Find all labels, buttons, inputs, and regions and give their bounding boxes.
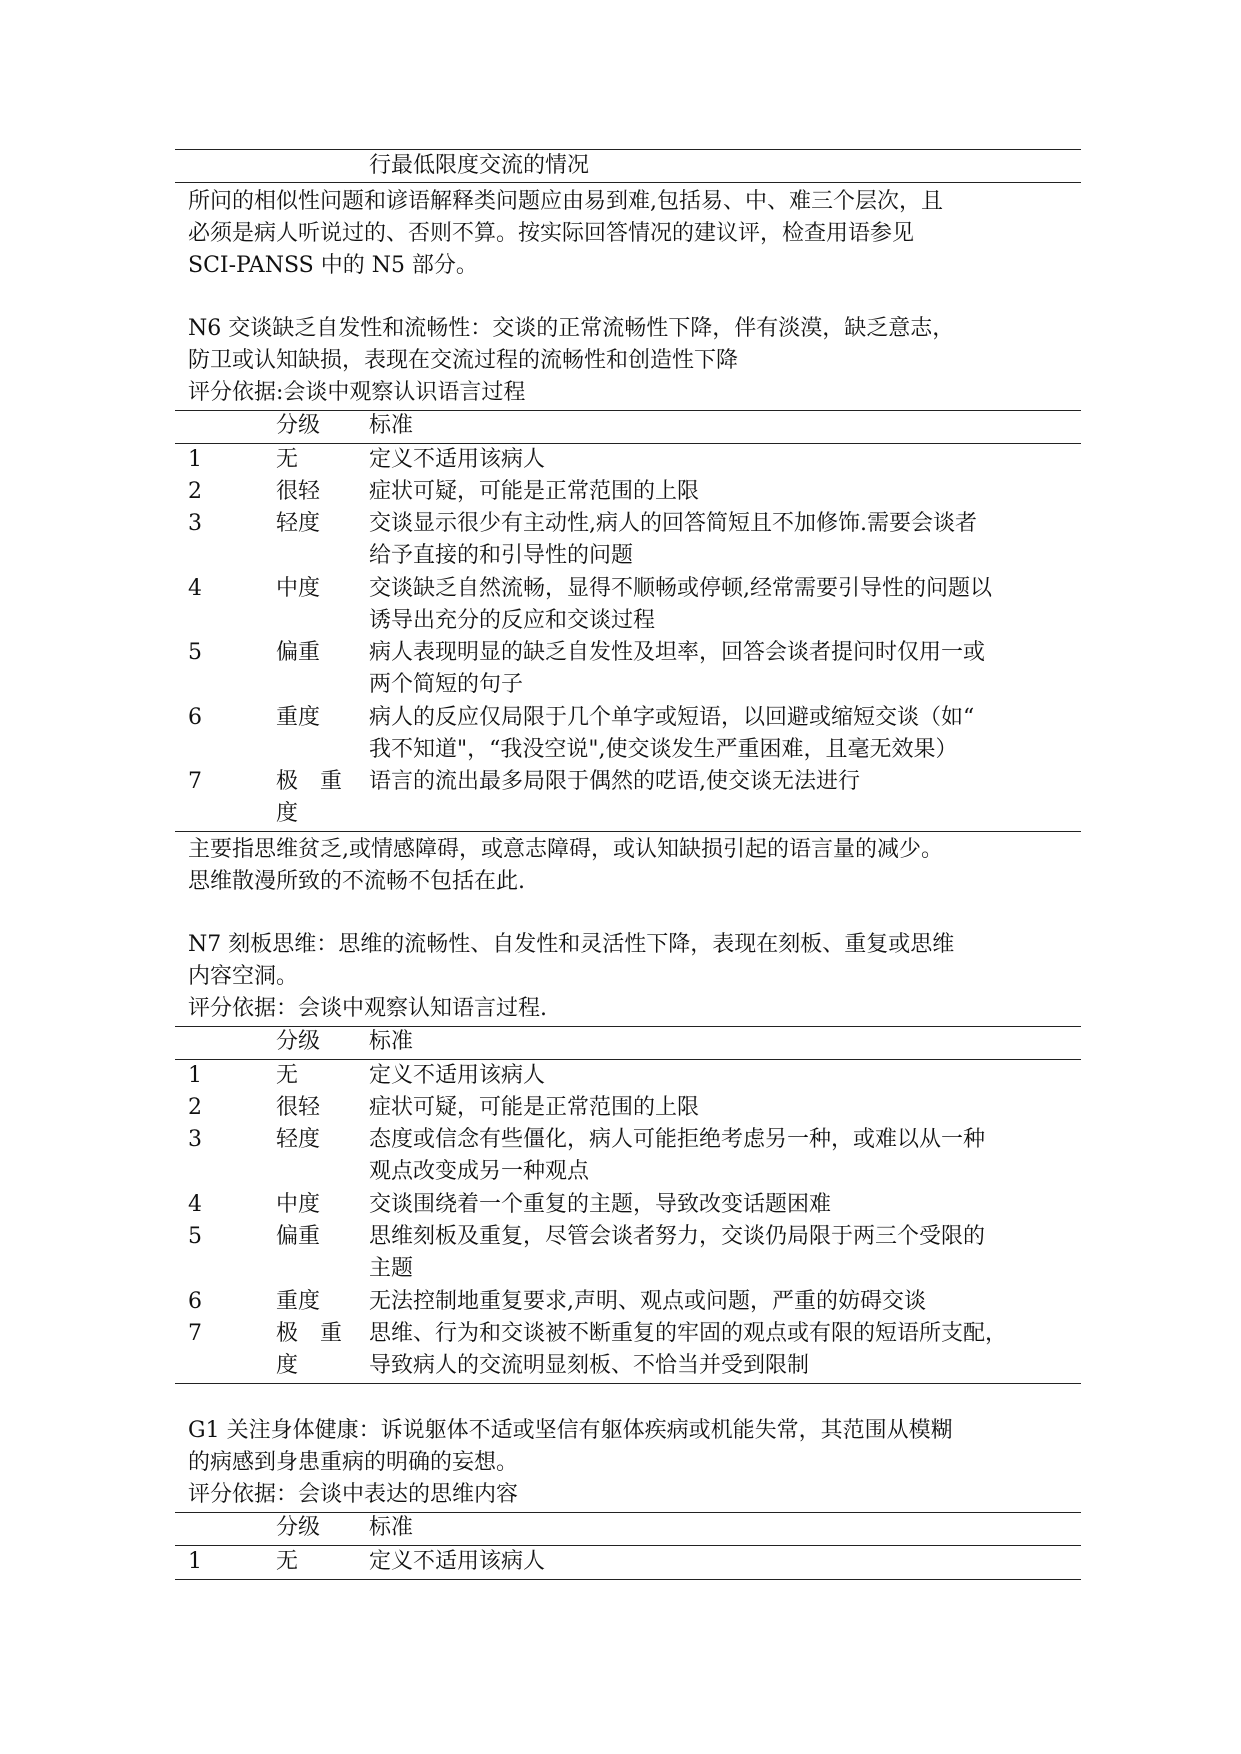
row-number: 3 bbox=[188, 1127, 202, 1152]
row-grade: 很轻 bbox=[276, 1095, 321, 1120]
table-rule bbox=[175, 182, 1081, 183]
table-rule bbox=[175, 443, 1081, 444]
n7-title: 内容空洞。 bbox=[188, 964, 299, 989]
header-criteria: 标准 bbox=[369, 1029, 414, 1054]
row-criteria: 定义不适用该病人 bbox=[369, 1549, 546, 1574]
g1-title: G1 关注身体健康：诉说躯体不适或坚信有躯体疾病或机能失常，其范围从模糊 bbox=[188, 1418, 953, 1443]
row-criteria: 交谈围绕着一个重复的主题，导致改变话题困难 bbox=[369, 1192, 832, 1217]
row-criteria: 导致病人的交流明显刻板、不恰当并受到限制 bbox=[369, 1353, 810, 1378]
row-criteria: 思维、行为和交谈被不断重复的牢固的观点或有限的短语所支配， bbox=[369, 1321, 1008, 1346]
row-number: 5 bbox=[188, 640, 202, 665]
row-grade: 重度 bbox=[276, 705, 321, 730]
row-number: 5 bbox=[188, 1224, 202, 1249]
row-number: 3 bbox=[188, 511, 202, 536]
row-criteria: 无法控制地重复要求,声明、观点或问题，严重的妨碍交谈 bbox=[369, 1289, 926, 1314]
header-criteria: 标准 bbox=[369, 413, 414, 438]
row-number: 6 bbox=[188, 1289, 202, 1314]
n5-note-line: 所问的相似性问题和谚语解释类问题应由易到难,包括易、中、难三个层次，且 bbox=[188, 189, 943, 214]
row-number: 2 bbox=[188, 479, 202, 504]
row-criteria: 我不知道"，“我没空说",使交谈发生严重困难，且毫无效果） bbox=[369, 737, 958, 762]
row-grade: 很轻 bbox=[276, 479, 321, 504]
table-rule bbox=[175, 1579, 1081, 1580]
row-number: 1 bbox=[188, 1549, 202, 1574]
row-criteria: 观点改变成另一种观点 bbox=[369, 1159, 590, 1184]
n5-note-line: SCI-PANSS 中的 N5 部分。 bbox=[188, 253, 478, 278]
row-grade: 轻度 bbox=[276, 1127, 321, 1152]
n7-title: N7 刻板思维：思维的流畅性、自发性和灵活性下降，表现在刻板、重复或思维 bbox=[188, 932, 955, 957]
row-criteria: 诱导出充分的反应和交谈过程 bbox=[369, 608, 656, 633]
n6-basis: 评分依据:会谈中观察认识语言过程 bbox=[188, 380, 526, 405]
row-grade: 无 bbox=[276, 1549, 299, 1574]
n7-basis: 评分依据：会谈中观察认知语言过程. bbox=[188, 996, 547, 1021]
row-grade: 极 重 bbox=[276, 769, 343, 794]
table-cell-continuation: 行最低限度交流的情况 bbox=[369, 153, 590, 178]
row-grade: 中度 bbox=[276, 1192, 321, 1217]
table-rule bbox=[175, 149, 1081, 150]
row-criteria: 两个简短的句子 bbox=[369, 672, 524, 697]
row-criteria: 症状可疑，可能是正常范围的上限 bbox=[369, 1095, 700, 1120]
row-criteria: 症状可疑，可能是正常范围的上限 bbox=[369, 479, 700, 504]
g1-title: 的病感到身患重病的明确的妄想。 bbox=[188, 1450, 519, 1475]
header-level: 分级 bbox=[276, 1029, 321, 1054]
row-criteria: 主题 bbox=[369, 1256, 414, 1281]
n6-note: 主要指思维贫乏,或情感障碍，或意志障碍，或认知缺损引起的语言量的减少。 bbox=[188, 837, 943, 862]
row-grade: 无 bbox=[276, 447, 299, 472]
row-number: 4 bbox=[188, 576, 202, 601]
row-number: 7 bbox=[188, 769, 202, 794]
n6-title: 防卫或认知缺损，表现在交流过程的流畅性和创造性下降 bbox=[188, 348, 739, 373]
table-rule bbox=[175, 1383, 1081, 1384]
header-level: 分级 bbox=[276, 413, 321, 438]
table-rule bbox=[175, 831, 1081, 832]
row-grade: 无 bbox=[276, 1063, 299, 1088]
n5-note-line: 必须是病人听说过的、否则不算。按实际回答情况的建议评，检查用语参见 bbox=[188, 221, 915, 246]
row-criteria: 交谈缺乏自然流畅，显得不顺畅或停顿,经常需要引导性的问题以 bbox=[369, 576, 992, 601]
row-number: 4 bbox=[188, 1192, 202, 1217]
row-number: 1 bbox=[188, 1063, 202, 1088]
g1-basis: 评分依据：会谈中表达的思维内容 bbox=[188, 1482, 519, 1507]
row-number: 7 bbox=[188, 1321, 202, 1346]
row-grade: 偏重 bbox=[276, 1224, 321, 1249]
row-number: 2 bbox=[188, 1095, 202, 1120]
row-criteria: 病人的反应仅局限于几个单字或短语，以回避或缩短交谈（如“ bbox=[369, 705, 975, 730]
table-rule bbox=[175, 1545, 1081, 1546]
row-criteria: 定义不适用该病人 bbox=[369, 1063, 546, 1088]
header-level: 分级 bbox=[276, 1515, 321, 1540]
row-criteria: 思维刻板及重复，尽管会谈者努力，交谈仍局限于两三个受限的 bbox=[369, 1224, 986, 1249]
row-grade: 极 重 bbox=[276, 1321, 343, 1346]
row-criteria: 病人表现明显的缺乏自发性及坦率，回答会谈者提问时仅用一或 bbox=[369, 640, 986, 665]
row-grade: 度 bbox=[276, 1353, 299, 1378]
row-grade: 中度 bbox=[276, 576, 321, 601]
row-criteria: 语言的流出最多局限于偶然的呓语,使交谈无法进行 bbox=[369, 769, 860, 794]
row-number: 6 bbox=[188, 705, 202, 730]
row-criteria: 交谈显示很少有主动性,病人的回答简短且不加修饰.需要会谈者 bbox=[369, 511, 977, 536]
n6-note: 思维散漫所致的不流畅不包括在此. bbox=[188, 869, 525, 894]
table-rule bbox=[175, 1059, 1081, 1060]
row-grade: 轻度 bbox=[276, 511, 321, 536]
n6-title: N6 交谈缺乏自发性和流畅性：交谈的正常流畅性下降，伴有淡漠，缺乏意志， bbox=[188, 316, 955, 341]
row-criteria: 态度或信念有些僵化，病人可能拒绝考虑另一种，或难以从一种 bbox=[369, 1127, 986, 1152]
header-criteria: 标准 bbox=[369, 1515, 414, 1540]
row-criteria: 定义不适用该病人 bbox=[369, 447, 546, 472]
row-grade: 重度 bbox=[276, 1289, 321, 1314]
row-number: 1 bbox=[188, 447, 202, 472]
row-grade: 度 bbox=[276, 801, 299, 826]
row-grade: 偏重 bbox=[276, 640, 321, 665]
row-criteria: 给予直接的和引导性的问题 bbox=[369, 543, 634, 568]
